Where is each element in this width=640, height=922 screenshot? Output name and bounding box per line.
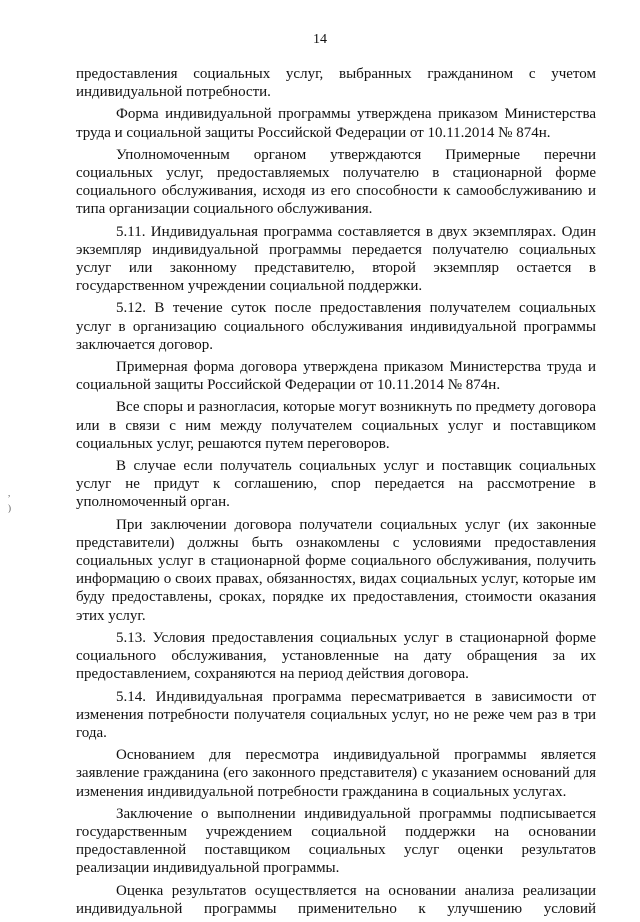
paragraph: Уполномоченным органом утверждаются Примерные перечни социальных услуг, предоставляемых получателю в стационарной форме социального обслуживания, исходя из его способности к самообслуживанию и типа организации социального обслуживания. xyxy=(76,146,596,218)
paragraph: Все споры и разногласия, которые могут возникнуть по предмету договора или в связи с ним между получателем социальных услуг и поставщиком социальных услуг, решаются путем переговоров. xyxy=(76,399,596,452)
paragraph: При заключении договора получатели социальных услуг (их законные представители) должны быть ознакомлены с условиями предоставления социальных услуг в стационарной форме социального обслуживания, получить информацию о своих правах, обязанностях, видах социальных услуг, которые им буду предоставлены, сроках, порядке их предоставления, стоимости оказания этих услуг. xyxy=(76,516,596,624)
paragraph: Примерная форма договора утверждена приказом Министерства труда и социальной защиты Российской Федерации от 10.11.2014 № 874н. xyxy=(76,359,596,394)
paragraph: Основанием для пересмотра индивидуальной программы является заявление гражданина (его законного представителя) с указанием оснований для изменения индивидуальной потребности гражданина в социальных услугах. xyxy=(76,747,596,800)
paragraph: 5.11. Индивидуальная программа составляется в двух экземплярах. Один экземпляр индивидуальной программы передается получателю социальных услуг или законному представителю, второй экземпляр остается в государственном учреждении социальной поддержки. xyxy=(76,223,596,295)
paragraph: Заключение о выполнении индивидуальной программы подписывается государственным учреждением социальной поддержки на основании предоставленной поставщиком социальных услуг оценки результатов реализации индивидуальной программы. xyxy=(76,805,596,877)
page-number: 14 xyxy=(313,32,327,47)
margin-mark: ) xyxy=(8,503,11,513)
paragraph: 5.14. Индивидуальная программа пересматривается в зависимости от изменения потребности получателя социальных услуг, но не реже чем раз в три года. xyxy=(76,688,596,741)
paragraph: В случае если получатель социальных услуг и поставщик социальных услуг не придут к соглашению, спор передается на рассмотрение в уполномоченный орган. xyxy=(76,458,596,511)
paragraph: Форма индивидуальной программы утверждена приказом Министерства труда и социальной защиты Российской Федерации от 10.11.2014 № 874н. xyxy=(76,106,596,141)
paragraph: 5.12. В течение суток после предоставления получателем социальных услуг в организацию социального обслуживания индивидуальной программы заключается договор. xyxy=(76,300,596,353)
paragraph: Оценка результатов осуществляется на основании анализа реализации индивидуальной программы применительно к улучшению условий xyxy=(76,882,596,917)
paragraph: 5.13. Условия предоставления социальных услуг в стационарной форме социального обслуживания, установленные на дату обращения за их предоставлением, сохраняются на период действия договора. xyxy=(76,629,596,683)
document-body xyxy=(76,65,596,922)
paragraph: предоставления социальных услуг, выбранных гражданином с учетом индивидуальной потребности. xyxy=(76,66,596,101)
margin-mark: , xyxy=(8,488,11,498)
